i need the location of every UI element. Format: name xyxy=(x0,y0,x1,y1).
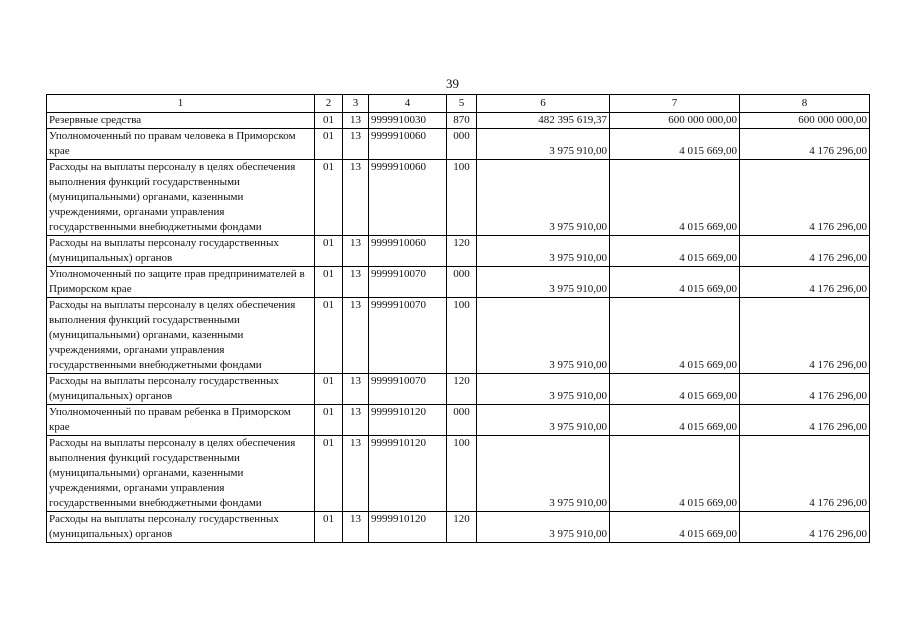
amount-col6-cell: 482 395 619,37 xyxy=(477,113,610,129)
amount-col8-cell: 4 176 296,00 xyxy=(740,512,870,543)
section-code-cell: 01 xyxy=(315,129,343,160)
column-header: 3 xyxy=(343,95,369,113)
table-row xyxy=(47,160,870,236)
amount-col7-cell: 600 000 000,00 xyxy=(610,113,740,129)
amount-col6-cell: 3 975 910,00 xyxy=(477,374,610,405)
row-name-cell: Расходы на выплаты персоналу государственных (муниципальных) органов xyxy=(47,512,315,543)
column-header: 4 xyxy=(369,95,447,113)
amount-col7-cell: 4 015 669,00 xyxy=(610,267,740,298)
amount-col8-cell: 4 176 296,00 xyxy=(740,405,870,436)
amount-col7-cell: 4 015 669,00 xyxy=(610,374,740,405)
column-header: 2 xyxy=(315,95,343,113)
subsection-code-cell: 13 xyxy=(343,374,369,405)
expense-type-cell: 100 xyxy=(447,436,477,512)
subsection-code-cell: 13 xyxy=(343,160,369,236)
section-code-cell: 01 xyxy=(315,160,343,236)
amount-col8-cell: 4 176 296,00 xyxy=(740,236,870,267)
target-article-cell: 9999910120 xyxy=(369,405,447,436)
row-name-cell: Расходы на выплаты персоналу в целях обеспечения выполнения функций государственными (муниципальными) органами, казенными учреждениями, органами управления государственными внебюджетными фондами xyxy=(47,436,315,512)
amount-col8-cell: 4 176 296,00 xyxy=(740,267,870,298)
target-article-cell: 9999910060 xyxy=(369,129,447,160)
row-name-cell: Расходы на выплаты персоналу в целях обеспечения выполнения функций государственными (муниципальными) органами, казенными учреждениями, органами управления государственными внебюджетными фондами xyxy=(47,160,315,236)
section-code-cell: 01 xyxy=(315,298,343,374)
column-header: 8 xyxy=(740,95,870,113)
column-header: 6 xyxy=(477,95,610,113)
amount-col7-cell: 4 015 669,00 xyxy=(610,129,740,160)
amount-col7-cell: 4 015 669,00 xyxy=(610,512,740,543)
amount-col8-cell: 4 176 296,00 xyxy=(740,436,870,512)
table-row xyxy=(47,512,870,543)
table-row xyxy=(47,374,870,405)
amount-col7-cell: 4 015 669,00 xyxy=(610,405,740,436)
column-header: 5 xyxy=(447,95,477,113)
subsection-code-cell: 13 xyxy=(343,129,369,160)
subsection-code-cell: 13 xyxy=(343,298,369,374)
section-code-cell: 01 xyxy=(315,113,343,129)
amount-col6-cell: 3 975 910,00 xyxy=(477,160,610,236)
expense-type-cell: 000 xyxy=(447,129,477,160)
amount-col6-cell: 3 975 910,00 xyxy=(477,436,610,512)
section-code-cell: 01 xyxy=(315,267,343,298)
subsection-code-cell: 13 xyxy=(343,267,369,298)
expense-type-cell: 120 xyxy=(447,236,477,267)
table-row xyxy=(47,298,870,374)
subsection-code-cell: 13 xyxy=(343,113,369,129)
amount-col7-cell: 4 015 669,00 xyxy=(610,436,740,512)
column-header: 7 xyxy=(610,95,740,113)
expense-type-cell: 100 xyxy=(447,160,477,236)
amount-col8-cell: 4 176 296,00 xyxy=(740,298,870,374)
amount-col8-cell: 600 000 000,00 xyxy=(740,113,870,129)
amount-col6-cell: 3 975 910,00 xyxy=(477,405,610,436)
section-code-cell: 01 xyxy=(315,236,343,267)
amount-col8-cell: 4 176 296,00 xyxy=(740,374,870,405)
page-number: 39 xyxy=(446,76,459,91)
target-article-cell: 9999910070 xyxy=(369,298,447,374)
amount-col8-cell: 4 176 296,00 xyxy=(740,129,870,160)
target-article-cell: 9999910070 xyxy=(369,267,447,298)
subsection-code-cell: 13 xyxy=(343,236,369,267)
amount-col6-cell: 3 975 910,00 xyxy=(477,267,610,298)
section-code-cell: 01 xyxy=(315,374,343,405)
target-article-cell: 9999910120 xyxy=(369,512,447,543)
row-name-cell: Расходы на выплаты персоналу государственных (муниципальных) органов xyxy=(47,236,315,267)
section-code-cell: 01 xyxy=(315,405,343,436)
row-name-cell: Уполномоченный по правам ребенка в Приморском крае xyxy=(47,405,315,436)
row-name-cell: Резервные средства xyxy=(47,113,315,129)
amount-col6-cell: 3 975 910,00 xyxy=(477,129,610,160)
amount-col6-cell: 3 975 910,00 xyxy=(477,512,610,543)
subsection-code-cell: 13 xyxy=(343,512,369,543)
target-article-cell: 9999910070 xyxy=(369,374,447,405)
expense-type-cell: 120 xyxy=(447,374,477,405)
amount-col7-cell: 4 015 669,00 xyxy=(610,160,740,236)
amount-col6-cell: 3 975 910,00 xyxy=(477,298,610,374)
target-article-cell: 9999910030 xyxy=(369,113,447,129)
subsection-code-cell: 13 xyxy=(343,405,369,436)
row-name-cell: Уполномоченный по защите прав предпринимателей в Приморском крае xyxy=(47,267,315,298)
expense-type-cell: 120 xyxy=(447,512,477,543)
column-header: 1 xyxy=(47,95,315,113)
table-header-row xyxy=(47,95,870,113)
target-article-cell: 9999910060 xyxy=(369,160,447,236)
subsection-code-cell: 13 xyxy=(343,436,369,512)
section-code-cell: 01 xyxy=(315,512,343,543)
amount-col6-cell: 3 975 910,00 xyxy=(477,236,610,267)
table-row xyxy=(47,436,870,512)
row-name-cell: Расходы на выплаты персоналу государственных (муниципальных) органов xyxy=(47,374,315,405)
amount-col7-cell: 4 015 669,00 xyxy=(610,298,740,374)
expense-type-cell: 000 xyxy=(447,267,477,298)
expense-type-cell: 000 xyxy=(447,405,477,436)
amount-col7-cell: 4 015 669,00 xyxy=(610,236,740,267)
target-article-cell: 9999910120 xyxy=(369,436,447,512)
table-row xyxy=(47,405,870,436)
expense-type-cell: 870 xyxy=(447,113,477,129)
row-name-cell: Уполномоченный по правам человека в Приморском крае xyxy=(47,129,315,160)
row-name-cell: Расходы на выплаты персоналу в целях обеспечения выполнения функций государственными (муниципальными) органами, казенными учреждениями, органами управления государственными внебюджетными фондами xyxy=(47,298,315,374)
target-article-cell: 9999910060 xyxy=(369,236,447,267)
expense-type-cell: 100 xyxy=(447,298,477,374)
amount-col8-cell: 4 176 296,00 xyxy=(740,160,870,236)
table-row xyxy=(47,267,870,298)
table-row xyxy=(47,236,870,267)
section-code-cell: 01 xyxy=(315,436,343,512)
table-row xyxy=(47,129,870,160)
table-row xyxy=(47,113,870,129)
budget-table xyxy=(46,94,870,543)
